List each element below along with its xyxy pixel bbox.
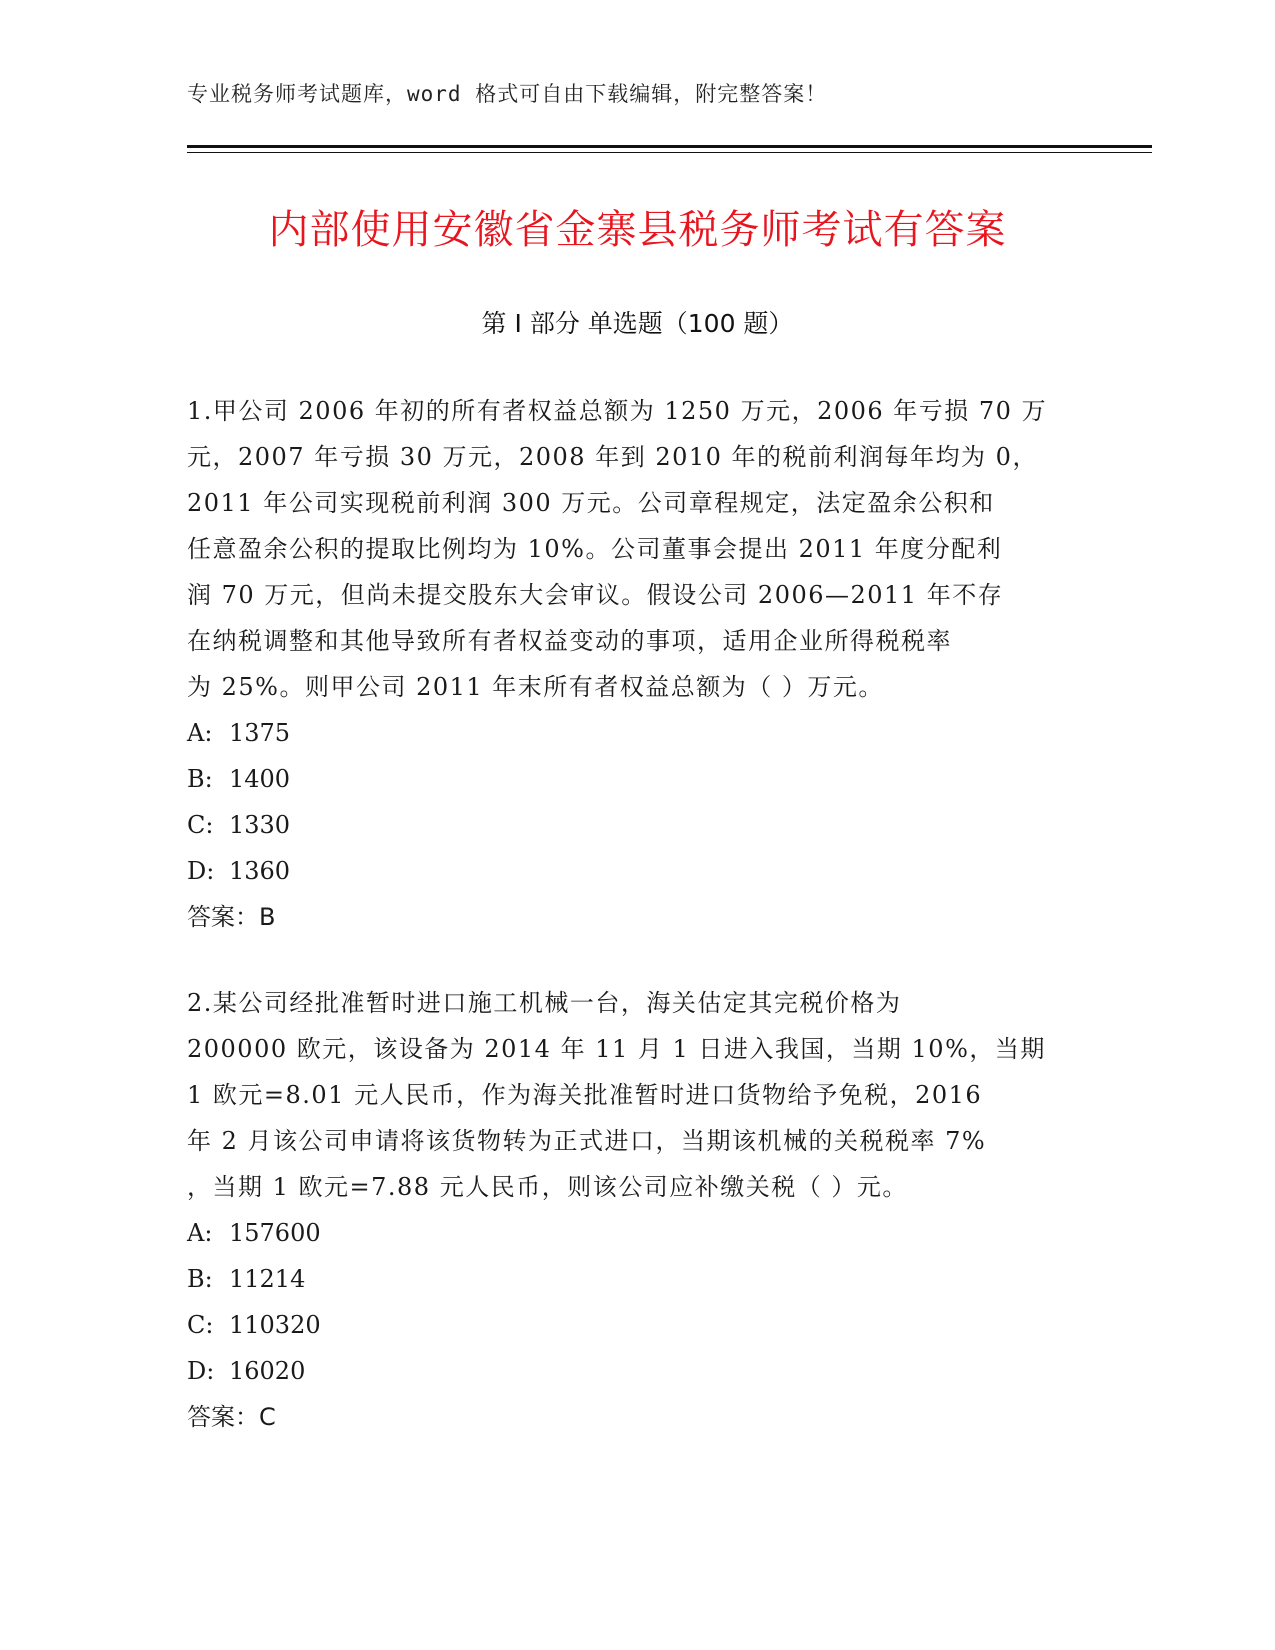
option-c xyxy=(187,1302,1087,1348)
header-divider-thick xyxy=(187,145,1152,148)
question-text-line: 2011 年公司实现税前利润 300 万元。公司章程规定，法定盈余公积和 xyxy=(187,489,995,517)
option-value: 157600 xyxy=(229,1219,321,1247)
option-value: 1360 xyxy=(229,857,291,885)
option-key: D: xyxy=(187,857,215,885)
option-value: 1330 xyxy=(229,811,291,839)
option-value: 16020 xyxy=(229,1357,306,1385)
question-text-line: 元，2007 年亏损 30 万元，2008 年到 2010 年的税前利润每年均为 0， xyxy=(187,443,1038,471)
question-text-line: ，当期 1 欧元=7.88 元人民币，则该公司应补缴关税（ ）元。 xyxy=(187,1173,908,1201)
option-a xyxy=(187,1210,1087,1256)
option-value: 11214 xyxy=(229,1265,306,1293)
header-divider-thin xyxy=(187,152,1152,153)
section-title: 第 I 部分 单选题（100 题） xyxy=(481,309,794,338)
question-text-line: 200000 欧元，该设备为 2014 年 11 月 1 日进入我国，当期 10%，当期 xyxy=(187,1035,1046,1063)
option-b xyxy=(187,1256,1087,1302)
question-text-line: 任意盈余公积的提取比例均为 10%。公司董事会提出 2011 年度分配利 xyxy=(187,535,1003,563)
option-key: D: xyxy=(187,1357,215,1385)
question-text-line: 1.甲公司 2006 年初的所有者权益总额为 1250 万元，2006 年亏损 70 万 xyxy=(187,397,1048,425)
option-d xyxy=(187,848,1087,894)
option-key: B: xyxy=(187,1265,213,1293)
option-value: 1400 xyxy=(229,765,291,793)
option-key: A: xyxy=(187,1219,213,1247)
question-text-line: 在纳税调整和其他导致所有者权益变动的事项，适用企业所得税税率 xyxy=(187,627,952,655)
option-key: B: xyxy=(187,765,213,793)
option-value: 110320 xyxy=(229,1311,321,1339)
question-2 xyxy=(187,980,1087,1440)
option-a xyxy=(187,710,1087,756)
option-b xyxy=(187,756,1087,802)
option-d xyxy=(187,1348,1087,1394)
question-text-line: 润 70 万元，但尚未提交股东大会审议。假设公司 2006—2011 年不存 xyxy=(187,581,1004,609)
header-note: 专业税务师考试题库，word 格式可自由下载编辑，附完整答案！ xyxy=(187,82,828,106)
question-text-line: 1 欧元=8.01 元人民币，作为海关批准暂时进口货物给予免税，2016 xyxy=(187,1081,983,1109)
answer: 答案：B xyxy=(187,903,276,931)
option-key: C: xyxy=(187,811,214,839)
question-text-line: 2.某公司经批准暂时进口施工机械一台，海关估定其完税价格为 xyxy=(187,989,902,1017)
option-c xyxy=(187,802,1087,848)
option-key: C: xyxy=(187,1311,214,1339)
document-title: 内部使用安徽省金寨县税务师考试有答案 xyxy=(268,207,1007,253)
question-text-line: 为 25%。则甲公司 2011 年末所有者权益总额为（ ）万元。 xyxy=(187,673,884,701)
option-key: A: xyxy=(187,719,213,747)
question-1 xyxy=(187,388,1087,940)
answer: 答案：C xyxy=(187,1403,276,1431)
question-text-line: 年 2 月该公司申请将该货物转为正式进口，当期该机械的关税税率 7% xyxy=(187,1127,987,1155)
option-value: 1375 xyxy=(229,719,291,747)
